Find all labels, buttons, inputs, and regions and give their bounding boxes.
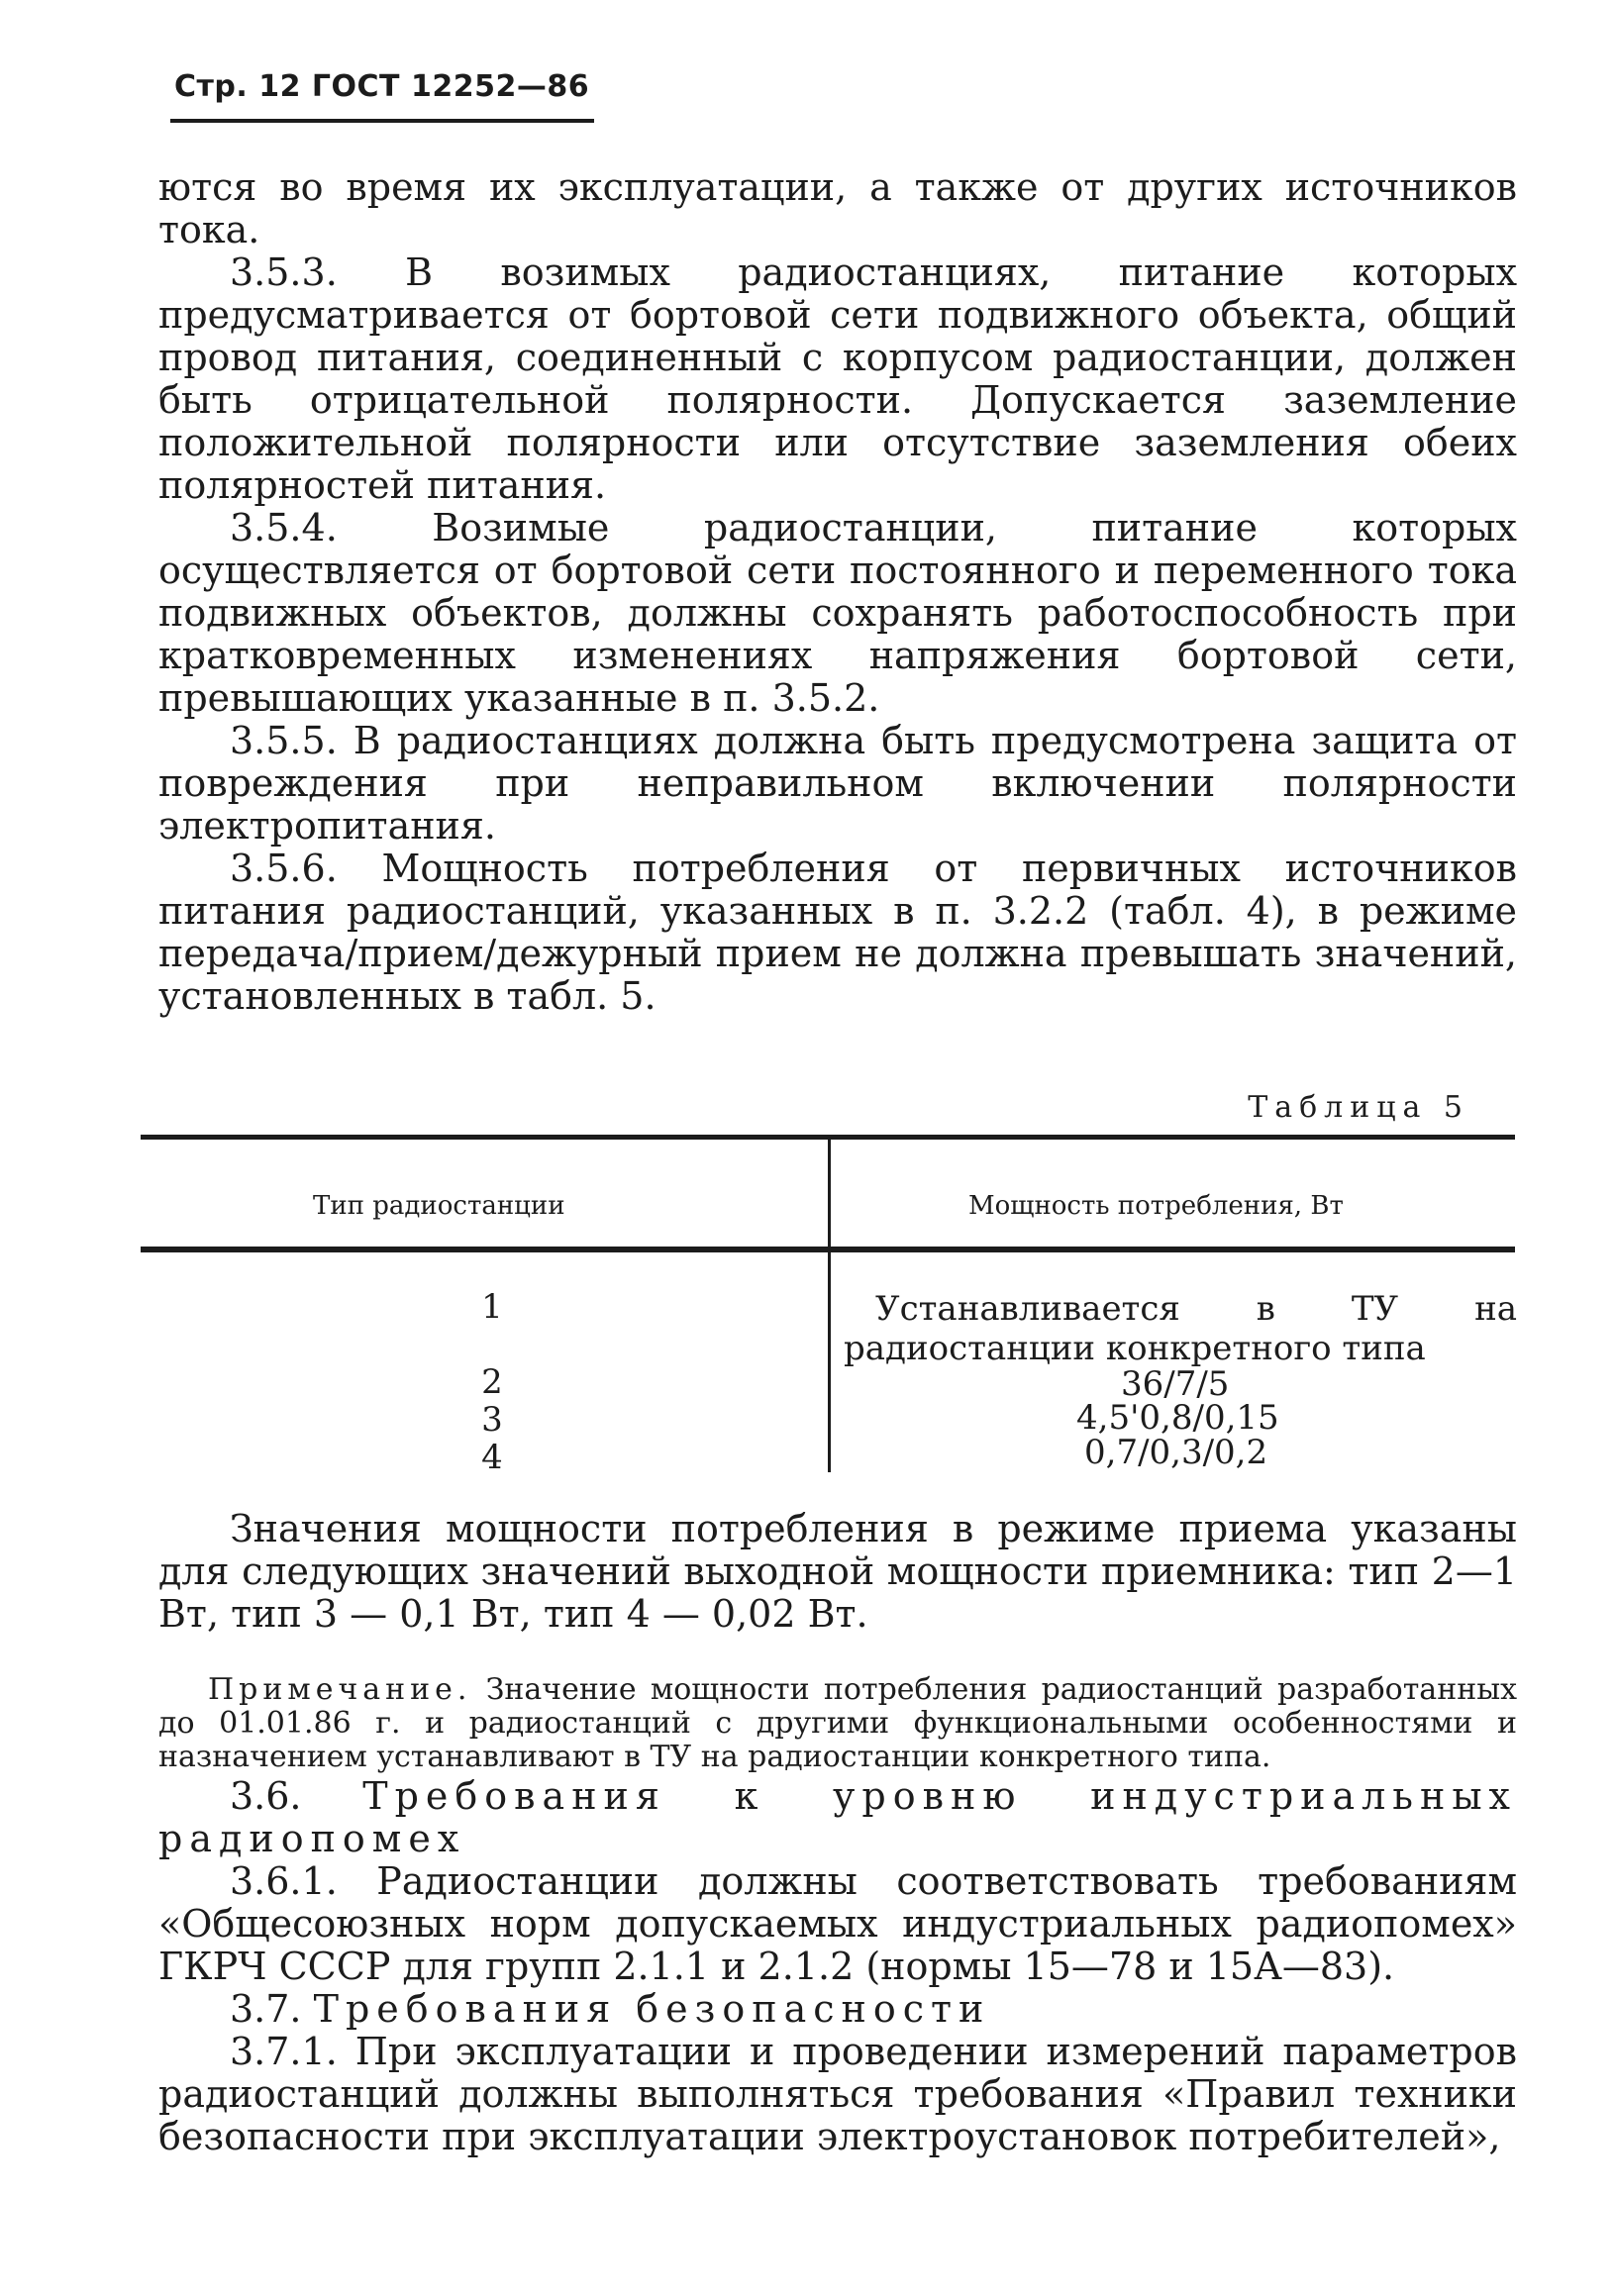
table-cell-power: 36/7/5 — [1121, 1364, 1230, 1404]
page-header: Стр. 12 ГОСТ 12252—86 — [174, 69, 590, 104]
table-column-divider-head — [828, 1140, 831, 1252]
table-cell-type: 2 — [481, 1362, 503, 1402]
section-title: Требования к уровню индустриальных радиопомех — [158, 1774, 1517, 1860]
section-number: 3.7. — [230, 1987, 302, 2031]
header-rule — [170, 119, 594, 123]
table-column-divider-body — [828, 1252, 831, 1472]
note-text: Значение мощности потребления радиостанций разработанных до 01.01.86 г. и радиостанций с другими функциональными особенностями и назначением устанавливают в ТУ на радиостанции конкретного типа. — [158, 1672, 1517, 1774]
table-cell-type: 4 — [481, 1438, 503, 1477]
note — [158, 1673, 1517, 1774]
note-label: Примечание. — [208, 1672, 472, 1707]
section-title: Требования безопасности — [313, 1987, 991, 2031]
table-cell-type: 1 — [481, 1287, 503, 1327]
paragraph-power-values: Значения мощности потребления в режиме приема указаны для следующих значений выходной мощности приемника: тип 2—1 Вт, тип 3 — 0,1 Вт, тип 4 — 0,02 Вт. — [158, 1507, 1517, 1636]
paragraph-3-6-1: 3.6.1. Радиостанции должны соответствовать требованиям «Общесоюзных норм допускаемых индустриальных радиопомех» ГКРЧ СССР для групп 2.1.1 и 2.1.2 (нормы 15—78 и 15А—83). — [158, 1859, 1517, 1988]
paragraph-3-5-5: 3.5.5. В радиостанциях должна быть предусмотрена защита от повреждения при неправильном включении полярности электропитания. — [158, 719, 1517, 848]
paragraph-3-5-4: 3.5.4. Возимые радиостанции, питание которых осуществляется от бортовой сети постоянного и переменного тока подвижных объектов, должны сохранять работоспособность при кратковременных изменениях напряжения бортовой сети, превышающих указанные в п. 3.5.2. — [158, 506, 1517, 720]
paragraph-3-5-6: 3.5.6. Мощность потребления от первичных источников питания радиостанций, указанных в п. 3.2.2 (табл. 4), в режиме передача/прием/дежурный прием не должна превышать значений, установленных в табл. 5. — [158, 847, 1517, 1018]
table-cell-power: 4,5'0,8/0,15 — [1076, 1398, 1279, 1438]
body-text-middle — [158, 1508, 1517, 1636]
section-number: 3.6. — [230, 1774, 302, 1818]
table-caption: Таблица 5 — [1248, 1090, 1469, 1125]
paragraph-3-5-3: 3.5.3. В возимых радиостанциях, питание которых предусматривается от бортовой сети подвижного объекта, общий провод питания, соединенный с корпусом радиостанции, должен быть отрицательной полярности. Допускается заземление положительной полярности или отсутствие заземления обеих полярностей питания. — [158, 250, 1517, 507]
section-3-7-heading — [158, 1988, 1517, 2031]
table-cell-power: 0,7/0,3/0,2 — [1084, 1433, 1268, 1472]
table-header-type: Тип радиостанции — [313, 1191, 565, 1221]
body-text-bottom — [158, 1775, 1517, 2158]
paragraph-continuation: ются во время их эксплуатации, а также от других источников тока. — [158, 165, 1517, 251]
table-cell-type: 3 — [481, 1400, 503, 1440]
paragraph-3-7-1: 3.7.1. При эксплуатации и проведении измерений параметров радиостанций должны выполняться требования «Правил техники безопасности при эксплуатации электроустановок потребителей», — [158, 2030, 1517, 2158]
table-cell-power: Устанавливается в ТУ на радиостанции конкретного типа — [844, 1289, 1517, 1368]
body-text-top — [158, 166, 1517, 1018]
table-header-power: Мощность потребления, Вт — [968, 1191, 1344, 1221]
section-3-6-heading — [158, 1775, 1517, 1860]
